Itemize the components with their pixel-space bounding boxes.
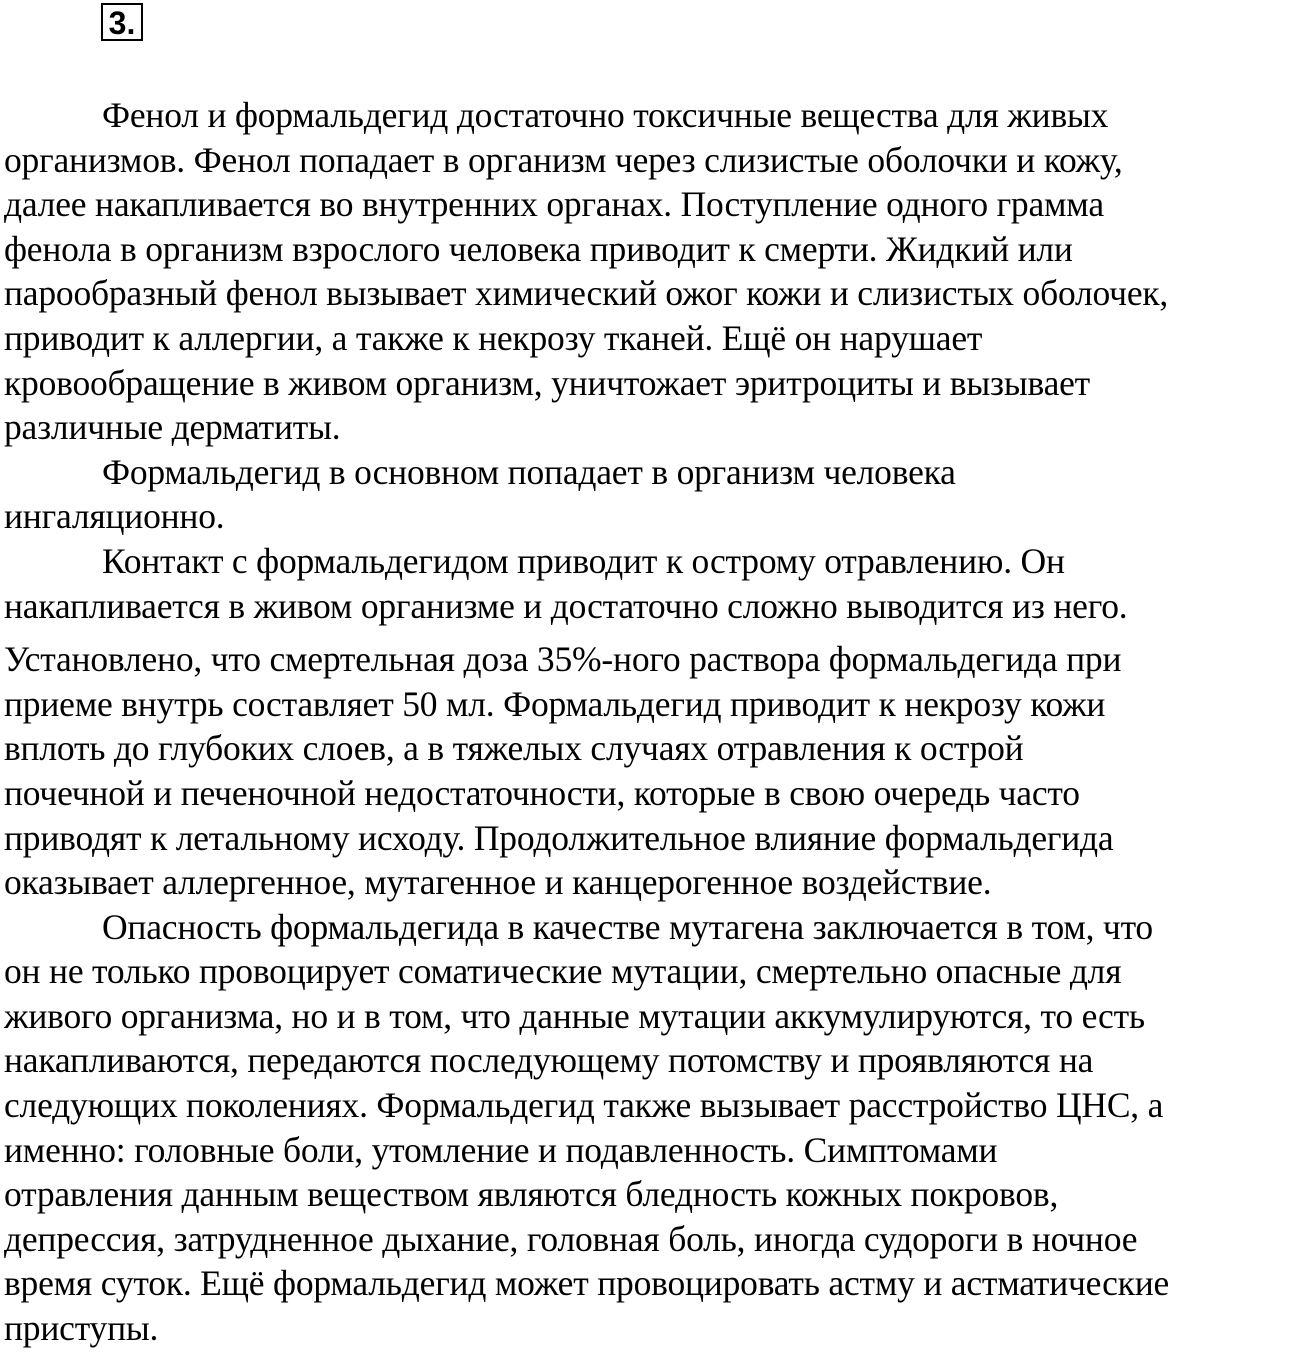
paragraph	[4, 93, 1300, 450]
text-line: приступы.	[4, 1308, 159, 1349]
text-line: парообразный фенол вызывает химический ожог кожи и слизистых оболочек,	[4, 273, 1169, 314]
text-line: далее накапливается во внутренних органах. Поступление одного грамма	[4, 184, 1104, 225]
text-line: почечной и печеночной недостаточности, которые в свою очередь часто	[4, 772, 1080, 813]
text-line: именно: головные боли, утомление и подавленность. Симптомами	[4, 1129, 998, 1170]
text-line: различные дерматиты.	[4, 407, 341, 448]
text-line: он не только провоцирует соматические мутации, смертельно опасные для	[4, 951, 1122, 992]
text-line: Установлено, что смертельная доза 35%-ного раствора формальдегида при	[4, 639, 1122, 680]
text-line: Фенол и формальдегид достаточно токсичные вещества для живых	[102, 95, 1109, 135]
paragraph	[4, 450, 1300, 539]
text-line: Опасность формальдегида в качестве мутагена заключается в том, что	[102, 906, 1153, 947]
task-number-box	[101, 3, 143, 41]
text-line: отравления данным веществом являются бледность кожных покровов,	[4, 1174, 1059, 1215]
paragraph	[4, 637, 1300, 905]
text-line: приводит к аллергии, а также к некрозу тканей. Ещё он нарушает	[4, 317, 983, 358]
text-line: депрессия, затрудненное дыхание, головная боль, иногда судороги в ночное	[4, 1218, 1138, 1259]
text-line: время суток. Ещё формальдегид может провоцировать астму и астматические	[4, 1263, 1170, 1304]
text-line: приводят к летальному исходу. Продолжительное влияние формальдегида	[4, 817, 1114, 858]
task-number: 3.	[108, 5, 136, 41]
text-line: ингаляционно.	[4, 496, 225, 537]
paragraph	[4, 905, 1300, 1351]
text-line: фенола в организм взрослого человека приводит к смерти. Жидкий или	[4, 228, 1073, 269]
text-line: вплоть до глубоких слоев, а в тяжелых случаях отравления к острой	[4, 728, 1024, 769]
document-body	[4, 93, 1300, 1351]
text-line: оказывает аллергенное, мутагенное и канцерогенное воздействие.	[4, 862, 992, 903]
paragraph	[4, 539, 1300, 628]
text-line: Контакт с формальдегидом приводит к острому отравлению. Он	[102, 540, 1065, 581]
text-line: кровообращение в живом организм, уничтожает эритроциты и вызывает	[4, 362, 1090, 403]
text-line: организмов. Фенол попадает в организм через слизистые оболочки и кожу,	[4, 139, 1123, 180]
text-line: накапливается в живом организме и достаточно сложно выводится из него.	[4, 585, 1128, 626]
text-line: накапливаются, передаются последующему потомству и проявляются на	[4, 1040, 1094, 1081]
text-line: следующих поколениях. Формальдегид также вызывает расстройство ЦНС, а	[4, 1085, 1164, 1126]
text-line: приеме внутрь составляет 50 мл. Формальдегид приводит к некрозу кожи	[4, 683, 1106, 724]
text-line: живого организма, но и в том, что данные мутации аккумулируются, то есть	[4, 995, 1145, 1036]
text-line: Формальдегид в основном попадает в организм человека	[102, 451, 956, 492]
